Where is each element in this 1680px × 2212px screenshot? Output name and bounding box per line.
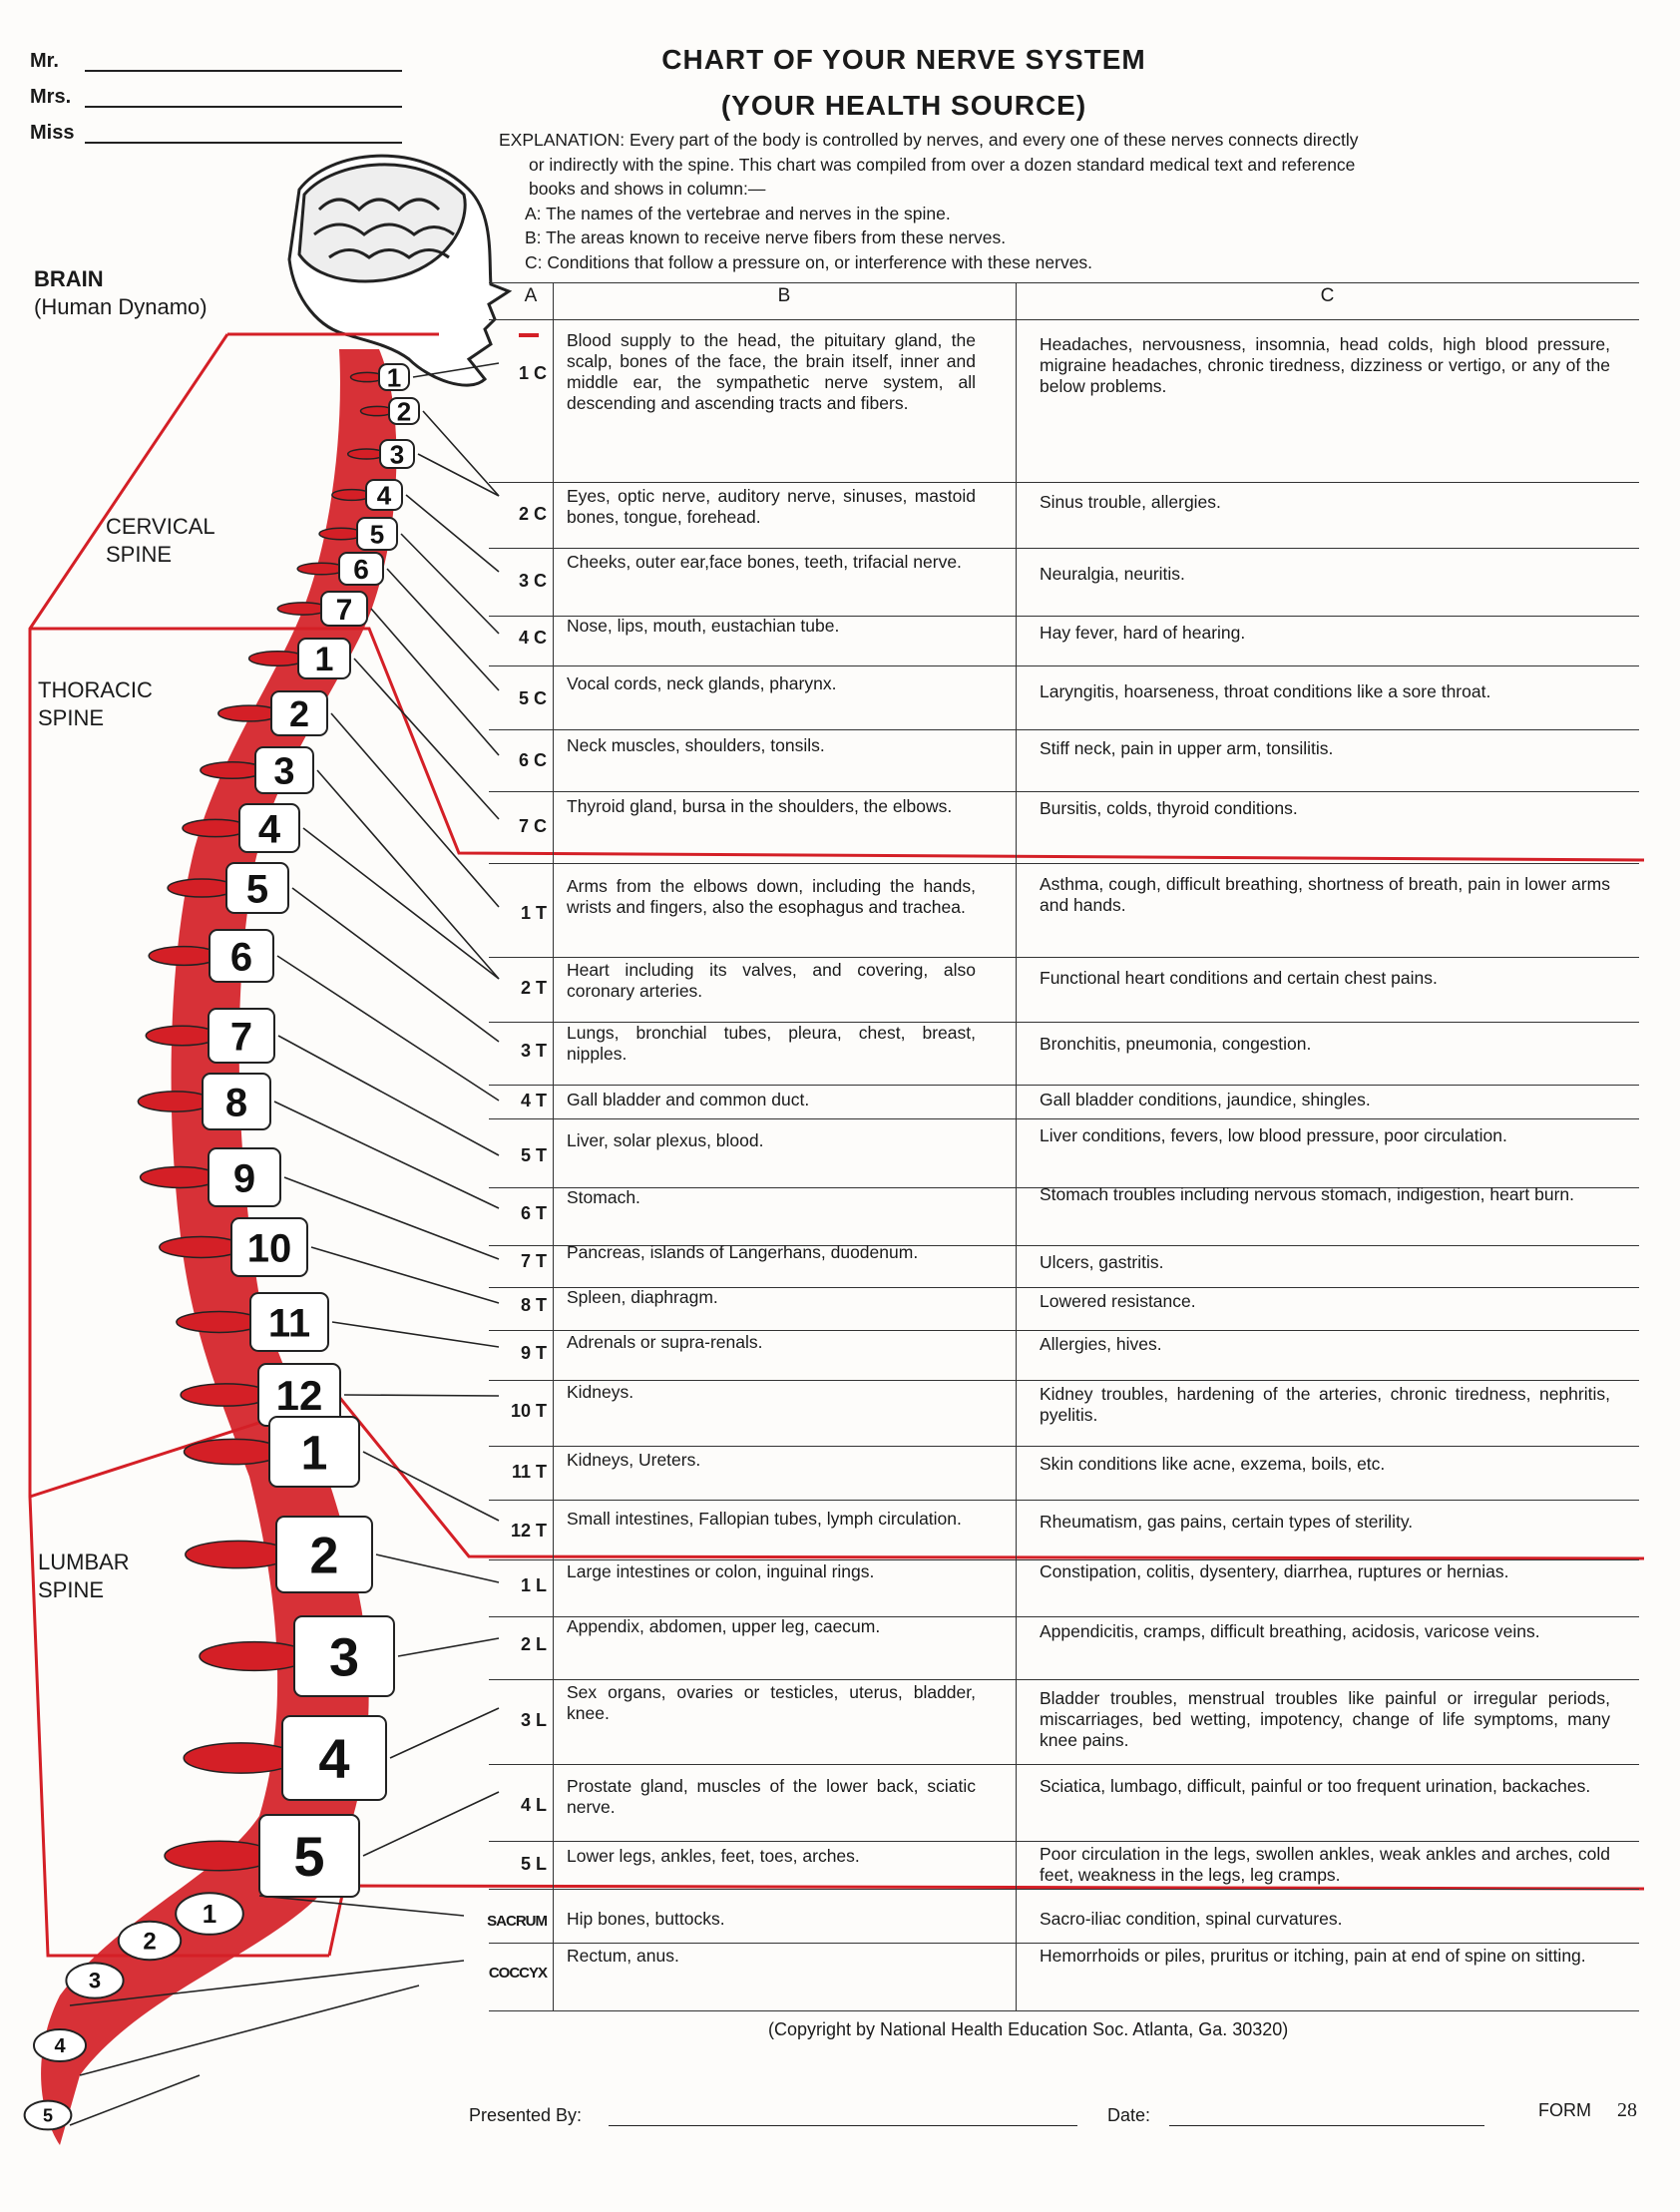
row-separator — [489, 1330, 1639, 1331]
vertebra-code: SACRUM — [487, 1912, 547, 1930]
vertebra-number-lumbar-5: 5 — [293, 1825, 325, 1889]
nerve-areas: Large intestines or colon, inguinal rings. — [567, 1561, 875, 1581]
row-separator — [489, 1380, 1639, 1381]
vertebra-code: 7 C — [518, 816, 547, 836]
conditions: Bladder troubles, menstrual troubles like painful or irregular periods, miscarriages, bed wetting, impotency, change of life symptoms, many knee pains. — [1040, 1688, 1610, 1750]
nerve-areas: Stomach. — [567, 1187, 640, 1207]
salutation-mrs-label: Mrs. — [30, 86, 72, 108]
presented-by — [469, 2105, 582, 2126]
vertebra-code: 1 L — [520, 1575, 547, 1595]
conditions: Hay fever, hard of hearing. — [1040, 623, 1246, 643]
conditions: Laryngitis, hoarseness, throat conditions like a sore throat. — [1040, 681, 1491, 701]
vertebra-code: 6 T — [520, 1202, 547, 1223]
vertebra-number-thoracic-4: 4 — [257, 807, 281, 852]
table-header-border — [489, 319, 1639, 320]
column-divider-bc — [1016, 282, 1017, 2010]
row-separator — [489, 1679, 1639, 1680]
nerve-areas: Arms from the elbows down, including the hands, wrists and fingers, also the esophagus and trachea. — [567, 876, 976, 917]
leader-line — [278, 1036, 499, 1155]
vertebra-number-thoracic-1: 1 — [314, 641, 334, 679]
conditions: Kidney troubles, hardening of the arteries, chronic tiredness, nephritis, pyelitis. — [1040, 1384, 1610, 1425]
conditions: Appendicitis, cramps, difficult breathing, acidosis, varicose veins. — [1040, 1621, 1540, 1641]
vertebra-process — [160, 1237, 243, 1258]
vertebra-process — [185, 1439, 283, 1464]
vertebra-number-thoracic-3: 3 — [273, 750, 295, 793]
region-thoracic-line1: THORACIC — [38, 677, 153, 702]
explanation-text3: books and shows in column:— — [529, 179, 766, 199]
vertebra-number-thoracic-11: 11 — [267, 1301, 311, 1346]
row-separator — [489, 1500, 1639, 1501]
vertebra-code: 11 T — [511, 1461, 547, 1482]
vertebra-code: 1 C — [518, 363, 547, 383]
vertebra-number-thoracic-8: 8 — [224, 1081, 248, 1125]
row-separator — [489, 1943, 1639, 1944]
vertebra-number-lumbar-4: 4 — [318, 1727, 350, 1791]
vertebra-code: 8 T — [520, 1295, 547, 1315]
vertebra-number-lumbar-2: 2 — [309, 1527, 339, 1585]
row-separator — [489, 548, 1639, 549]
nerve-areas: Spleen, diaphragm. — [567, 1287, 718, 1307]
nerve-areas: Hip bones, buttocks. — [567, 1909, 725, 1929]
date-field — [1107, 2105, 1150, 2126]
conditions: Stomach troubles including nervous stomach, indigestion, heart burn. — [1040, 1184, 1574, 1204]
conditions: Bronchitis, pneumonia, congestion. — [1040, 1034, 1312, 1054]
region-thoracic-line2: SPINE — [38, 705, 105, 730]
vertebra-number-thoracic-10: 10 — [246, 1226, 292, 1271]
nerve-areas: Rectum, anus. — [567, 1946, 679, 1966]
column-header-c: C — [1320, 285, 1335, 306]
row-separator — [489, 791, 1639, 792]
row-separator — [489, 957, 1639, 958]
nerve-areas: Vocal cords, neck glands, pharynx. — [567, 673, 837, 693]
vertebra-process — [184, 1743, 297, 1773]
column-divider-ab — [553, 282, 554, 2010]
vertebra-code: 2 C — [518, 503, 547, 524]
vertebra-number-cervical-2: 2 — [396, 396, 412, 427]
nerve-areas: Pancreas, islands of Langerhans, duodenum. — [567, 1242, 919, 1262]
vertebra-number-thoracic-7: 7 — [229, 1015, 253, 1060]
region-brain-sub: (Human Dynamo) — [34, 294, 208, 319]
nerve-areas: Thyroid gland, bursa in the shoulders, the elbows. — [567, 796, 953, 816]
date-label: Date: — [1107, 2105, 1151, 2125]
row-separator — [489, 1446, 1639, 1447]
nerve-areas: Liver, solar plexus, blood. — [567, 1130, 764, 1150]
sacrum-number-3: 3 — [88, 1968, 102, 1993]
copyright: (Copyright by National Health Education Soc. Atlanta, Ga. 30320) — [768, 2019, 1289, 2039]
nerve-areas: Blood supply to the head, the pituitary gland, the scalp, bones of the face, the brain itself, inner and middle ear, the sympathetic nerve system, all descending and ascending tracts and fibers. — [567, 330, 976, 413]
conditions: Bursitis, colds, thyroid conditions. — [1040, 798, 1298, 818]
region-lumbar-line1: LUMBAR — [38, 1549, 130, 1574]
vertebra-number-thoracic-9: 9 — [232, 1156, 256, 1201]
vertebra-code: 5 C — [518, 687, 547, 708]
nerve-areas: Nose, lips, mouth, eustachian tube. — [567, 616, 840, 636]
vertebra-code: 9 T — [520, 1342, 547, 1363]
region-cervical-line1: CERVICAL — [106, 514, 215, 539]
vertebra-number-cervical-6: 6 — [353, 554, 369, 586]
vertebra-code: 3 L — [520, 1709, 547, 1730]
vertebra-process — [177, 1312, 262, 1333]
date-line[interactable] — [1169, 2125, 1484, 2126]
explanation-item-c: C: Conditions that follow a pressure on, or interference with these nerves. — [525, 251, 1093, 272]
leader-line — [274, 1102, 499, 1208]
leader-line — [344, 1395, 499, 1396]
nerve-areas: Appendix, abdomen, upper leg, caecum. — [567, 1616, 881, 1636]
vertebra-code: COCCYX — [488, 1965, 547, 1982]
row-separator — [489, 1841, 1639, 1842]
row-separator — [489, 1085, 1639, 1086]
leader-line — [292, 888, 499, 1042]
vertebra-number-thoracic-2: 2 — [288, 692, 310, 734]
vertebra-code: 10 T — [510, 1400, 547, 1421]
head-silhouette-icon — [289, 156, 509, 385]
conditions: Skin conditions like acne, exzema, boils, etc. — [1040, 1454, 1386, 1474]
conditions: Headaches, nervousness, insomnia, head colds, high blood pressure, migraine headaches, chronic tiredness, dizziness or vertigo, or any of the below problems. — [1040, 334, 1610, 396]
row-separator — [489, 729, 1639, 730]
conditions: Asthma, cough, difficult breathing, shortness of breath, pain in lower arms and hands. — [1040, 874, 1610, 915]
table-top-border — [489, 282, 1639, 283]
vertebra-number-cervical-7: 7 — [335, 593, 353, 627]
page-title: CHART OF YOUR NERVE SYSTEM — [661, 44, 1146, 75]
presented-by-label: Presented By: — [469, 2105, 583, 2125]
leader-line — [418, 454, 499, 496]
vertebra-code: 5 T — [520, 1145, 547, 1165]
vertebra-number-cervical-4: 4 — [376, 480, 392, 511]
explanation-text1: Every part of the body is controlled by nerves, and every one of these nerves connects directly — [629, 130, 1359, 150]
nerve-areas: Adrenals or supra-renals. — [567, 1332, 763, 1352]
vertebra-code: 1 T — [520, 903, 547, 923]
form-number — [1538, 2099, 1637, 2122]
form-label: FORM — [1538, 2100, 1591, 2120]
vertebra-process — [200, 1642, 309, 1671]
explanation-item-b: B: The areas known to receive nerve fibers from these nerves. — [525, 227, 1007, 247]
conditions: Sinus trouble, allergies. — [1040, 492, 1221, 512]
region-brain-label: BRAIN — [34, 266, 104, 291]
leader-line — [354, 659, 499, 819]
vertebra-code: 6 C — [518, 749, 547, 770]
page-subtitle: (YOUR HEALTH SOURCE) — [720, 90, 1087, 121]
sacrum-number-2: 2 — [143, 1928, 157, 1956]
vertebra-process — [181, 1384, 270, 1406]
nerve-areas: Kidneys, Ureters. — [567, 1450, 701, 1470]
vertebra-code: 12 T — [510, 1521, 547, 1541]
vertebra-code: 7 T — [520, 1251, 547, 1271]
vertebra-code: 5 L — [520, 1854, 547, 1874]
row-separator — [489, 665, 1639, 666]
nerve-areas: Lower legs, ankles, feet, toes, arches. — [567, 1846, 860, 1866]
explanation-label: EXPLANATION: — [499, 130, 626, 150]
row-separator — [489, 2010, 1639, 2011]
vertebra-code: 4 T — [520, 1091, 547, 1110]
region-lumbar-line2: SPINE — [38, 1577, 105, 1602]
vertebra-number-lumbar-3: 3 — [328, 1627, 360, 1688]
nerve-areas: Heart including its valves, and covering, also coronary arteries. — [567, 960, 976, 1001]
vertebra-number-thoracic-6: 6 — [229, 935, 253, 980]
conditions: Sciatica, lumbago, difficult, painful or too frequent urination, backaches. — [1040, 1776, 1591, 1796]
conditions: Functional heart conditions and certain chest pains. — [1040, 968, 1438, 988]
vertebra-code: 3 T — [520, 1040, 547, 1061]
nerve-areas: Lungs, bronchial tubes, pleura, chest, breast, nipples. — [567, 1023, 976, 1064]
vertebra-code: 2 L — [520, 1634, 547, 1654]
nerve-areas: Gall bladder and common duct. — [567, 1090, 810, 1109]
leader-line — [277, 956, 499, 1101]
conditions: Liver conditions, fevers, low blood pressure, poor circulation. — [1040, 1125, 1507, 1145]
vertebra-number-cervical-1: 1 — [386, 362, 402, 393]
spine-body — [25, 349, 419, 2145]
nerve-areas: Kidneys. — [567, 1382, 634, 1402]
vertebra-process — [141, 1167, 219, 1188]
sacrum-number-5: 5 — [42, 2105, 54, 2126]
conditions: Allergies, hives. — [1040, 1334, 1162, 1354]
conditions: Poor circulation in the legs, swollen ankles, weak ankles and arches, cold feet, weakness in the legs, leg cramps. — [1040, 1844, 1610, 1885]
nerve-areas: Eyes, optic nerve, auditory nerve, sinuses, mastoid bones, tongue, forehead. — [567, 486, 976, 527]
conditions: Rheumatism, gas pains, certain types of sterility. — [1040, 1512, 1414, 1532]
nerve-areas: Prostate gland, muscles of the lower back, sciatic nerve. — [567, 1776, 976, 1817]
vertebra-code: 3 C — [518, 570, 547, 591]
nerve-areas: Sex organs, ovaries or testicles, uterus, bladder, knee. — [567, 1682, 976, 1723]
vertebra-number-cervical-3: 3 — [389, 439, 405, 470]
vertebra-number-lumbar-1: 1 — [300, 1427, 328, 1481]
vertebra-process — [165, 1841, 274, 1871]
leader-line — [423, 411, 499, 496]
conditions: Neuralgia, neuritis. — [1040, 564, 1185, 584]
explanation-text2: or indirectly with the spine. This chart was compiled from over a dozen standard medical text and reference — [529, 154, 1356, 175]
nerve-areas: Neck muscles, shoulders, tonsils. — [567, 735, 825, 755]
row-separator — [489, 1764, 1639, 1765]
region-cervical-line2: SPINE — [106, 542, 173, 567]
conditions: Ulcers, gastritis. — [1040, 1252, 1164, 1272]
column-header-b: B — [777, 285, 791, 306]
salutation-mr-label: Mr. — [30, 50, 59, 72]
column-header-a: A — [524, 285, 538, 306]
conditions: Gall bladder conditions, jaundice, shingles. — [1040, 1090, 1371, 1109]
row-separator — [489, 1559, 1639, 1560]
sacrum-number-1: 1 — [202, 1899, 217, 1930]
vertebra-process — [138, 1092, 212, 1111]
vertebra-code: 4 L — [520, 1795, 547, 1815]
nerve-areas: Cheeks, outer ear,face bones, teeth, trifacial nerve. — [567, 552, 962, 572]
presented-by-line[interactable] — [609, 2125, 1077, 2126]
row-separator — [489, 863, 1639, 864]
leader-line — [284, 1177, 499, 1259]
vertebra-process — [186, 1541, 291, 1567]
salutation-miss-label: Miss — [30, 122, 75, 144]
row-separator — [489, 1889, 1639, 1890]
vertebra-number-thoracic-5: 5 — [245, 867, 269, 912]
sacrum-number-4: 4 — [54, 2035, 66, 2057]
vertebra-number-thoracic-12: 12 — [275, 1372, 323, 1420]
conditions: Constipation, colitis, dysentery, diarrhea, ruptures or hernias. — [1040, 1561, 1509, 1581]
conditions: Lowered resistance. — [1040, 1291, 1196, 1311]
form-number-value: 28 — [1617, 2099, 1637, 2121]
nerve-areas: Small intestines, Fallopian tubes, lymph circulation. — [567, 1509, 962, 1529]
conditions: Stiff neck, pain in upper arm, tonsilitis. — [1040, 738, 1334, 758]
conditions: Hemorrhoids or piles, pruritus or itching, pain at end of spine on sitting. — [1040, 1946, 1586, 1966]
conditions: Sacro-iliac condition, spinal curvatures. — [1040, 1909, 1343, 1929]
vertebra-number-cervical-5: 5 — [369, 519, 385, 550]
leader-line — [70, 2075, 200, 2125]
vertebra-code: 4 C — [518, 627, 547, 648]
row-separator — [489, 482, 1639, 483]
explanation-item-a: A: The names of the vertebrae and nerves in the spine. — [525, 203, 951, 223]
row-separator — [489, 1118, 1639, 1119]
vertebra-code: 2 T — [520, 977, 547, 998]
